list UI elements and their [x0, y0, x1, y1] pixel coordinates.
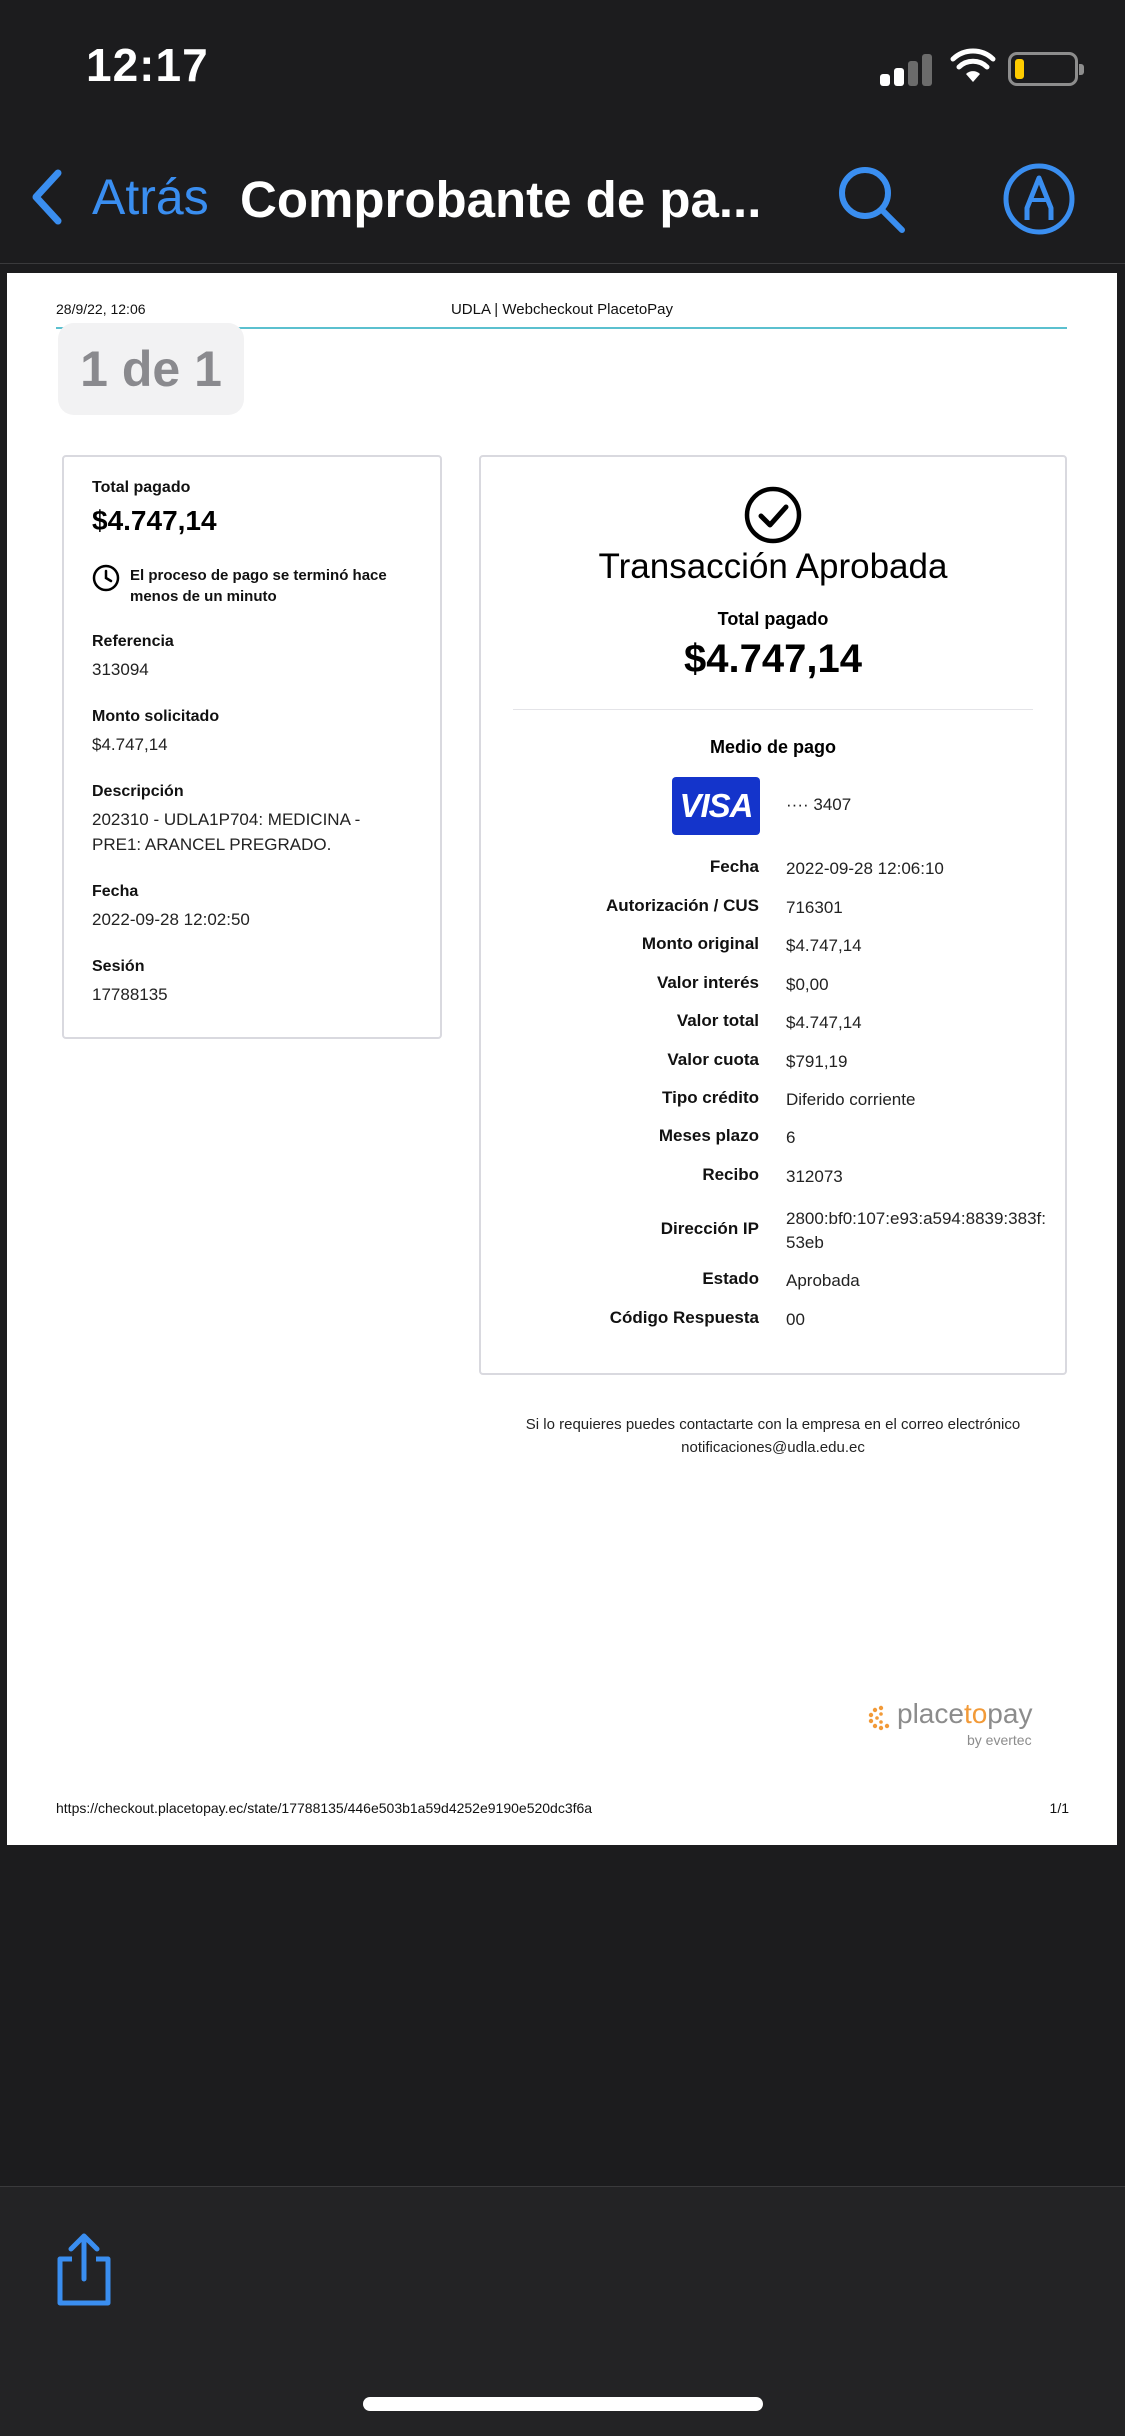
- chevron-left-icon: [26, 167, 66, 227]
- detail-value: 716301: [786, 898, 843, 917]
- detail-value: $791,19: [786, 1052, 848, 1071]
- summary-total-amount: $4.747,14: [92, 505, 217, 536]
- detail-value: Diferido corriente: [786, 1090, 916, 1109]
- field-label: Referencia: [92, 633, 174, 650]
- placetopay-logo: [867, 1698, 1057, 1748]
- detail-value: 6: [786, 1128, 796, 1147]
- summary-total-label: Total pagado: [92, 479, 191, 496]
- transaction-total-label: Total pagado: [717, 609, 829, 629]
- detail-label: Dirección IP: [660, 1219, 759, 1238]
- detail-label: Fecha: [709, 857, 759, 876]
- detail-label: Monto original: [641, 934, 759, 953]
- transaction-status-title: Transacción Aprobada: [598, 547, 948, 586]
- check-circle-icon: [743, 485, 803, 545]
- detail-value: 2022-09-28 12:06:10: [786, 859, 944, 878]
- field-label: Fecha: [92, 883, 139, 900]
- cellular-signal-icon: [880, 52, 934, 86]
- document-page[interactable]: [7, 273, 1117, 1845]
- summary-field-requested-amount: [92, 708, 412, 757]
- contact-note: Si lo requieres puedes contactarte con la empresa en el correo electrónico notificaciones@udla.edu.ec: [525, 1416, 1021, 1456]
- document-title: Comprobante de pa...: [240, 171, 762, 228]
- field-value: 202310 - UDLA1P704: MEDICINA - PRE1: ARANCEL PREGRADO.: [92, 810, 361, 854]
- field-value: 17788135: [92, 985, 168, 1004]
- brand-wordmark: [897, 1698, 1032, 1730]
- detail-value: $0,00: [786, 975, 829, 994]
- detail-value: $4.747,14: [786, 936, 862, 955]
- process-note: [92, 565, 412, 607]
- detail-label: Valor total: [676, 1011, 759, 1030]
- field-label: Monto solicitado: [92, 708, 220, 725]
- markup-pen-icon[interactable]: [1002, 162, 1076, 236]
- payment-method-label: Medio de pago: [710, 737, 836, 757]
- print-url: https://checkout.placetopay.ec/state/17788135/446e503b1a59d4252e9190e520dc3f6a: [56, 1800, 593, 1816]
- share-icon[interactable]: [54, 2231, 114, 2307]
- field-value: 313094: [92, 660, 149, 679]
- home-indicator[interactable]: [363, 2397, 763, 2411]
- search-icon[interactable]: [836, 164, 906, 234]
- process-note-text: El proceso de pago se terminó hace menos de un minuto: [130, 567, 387, 605]
- summary-field-description: [92, 783, 412, 857]
- detail-label: Tipo crédito: [662, 1088, 759, 1107]
- detail-value: $4.747,14: [786, 1013, 862, 1032]
- summary-field-session: [92, 958, 412, 1007]
- print-page-number: 1/1: [1049, 1800, 1069, 1816]
- placetopay-mark-icon: [867, 1704, 895, 1732]
- battery-level: [1015, 59, 1024, 79]
- detail-value: 312073: [786, 1167, 843, 1186]
- detail-value: Aprobada: [786, 1271, 860, 1290]
- detail-label: Autorización / CUS: [605, 896, 759, 915]
- field-value: $4.747,14: [92, 735, 168, 754]
- wifi-icon: [950, 48, 996, 84]
- brand-subtitle: by evertec: [967, 1732, 1032, 1748]
- transaction-total-amount: $4.747,14: [684, 637, 862, 681]
- back-button[interactable]: [26, 162, 209, 232]
- brand-wordmark-mid: to: [963, 1698, 988, 1729]
- visa-logo: VISA: [672, 777, 760, 835]
- detail-value: 2800:bf0:107:e93:a594:8839:383f:53eb: [786, 1209, 1046, 1252]
- battery-icon: [1008, 52, 1078, 86]
- clock-icon: [92, 564, 120, 592]
- field-label: Sesión: [92, 958, 145, 975]
- print-title: UDLA | Webcheckout PlacetoPay: [450, 301, 674, 318]
- transaction-divider: [513, 709, 1033, 710]
- back-label: Atrás: [92, 169, 209, 225]
- brand-wordmark-pre: place: [897, 1698, 964, 1729]
- detail-label: Meses plazo: [658, 1126, 759, 1145]
- field-value: 2022-09-28 12:02:50: [92, 910, 250, 929]
- field-label: Descripción: [92, 783, 184, 800]
- detail-label: Valor cuota: [667, 1050, 759, 1069]
- print-date: 28/9/22, 12:06: [56, 301, 146, 317]
- status-bar: [0, 0, 1125, 132]
- brand-wordmark-post: pay: [987, 1698, 1033, 1729]
- page-indicator: 1 de 1: [58, 323, 244, 415]
- card-number: ···· 3407: [786, 795, 852, 814]
- status-time: 12:17: [86, 39, 209, 91]
- detail-label: Código Respuesta: [609, 1308, 759, 1327]
- summary-field-date: [92, 883, 412, 932]
- navigation-bar: [0, 132, 1125, 264]
- summary-field-reference: [92, 633, 412, 682]
- transaction-card: [479, 455, 1067, 1375]
- detail-value: 00: [786, 1310, 805, 1329]
- detail-label: Valor interés: [656, 973, 759, 992]
- payment-summary-card: [62, 455, 442, 1039]
- detail-label: Recibo: [702, 1165, 759, 1184]
- detail-label: Estado: [702, 1269, 759, 1288]
